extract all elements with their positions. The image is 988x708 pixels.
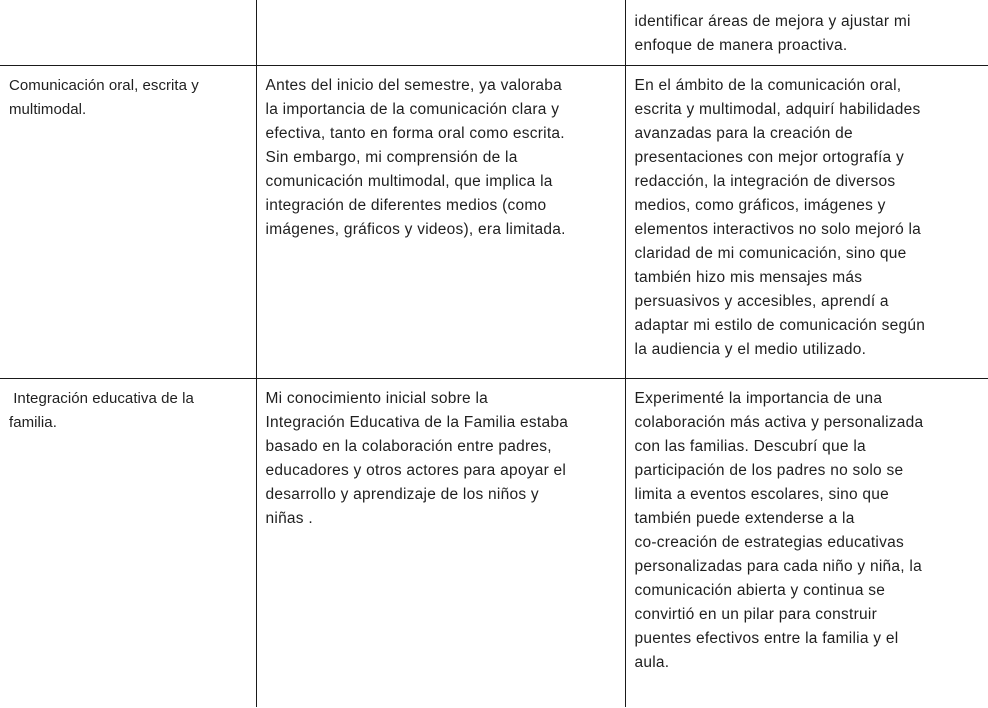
competence-text <box>0 0 256 8</box>
after-cell <box>625 379 988 708</box>
after-cell <box>625 66 988 379</box>
competence-cell <box>0 0 256 66</box>
before-text <box>257 0 625 8</box>
table-row <box>0 66 988 379</box>
competence-text: Integración educativa de la familia. <box>9 390 194 431</box>
before-cell <box>256 66 625 379</box>
after-cell <box>625 0 988 66</box>
before-cell <box>256 379 625 708</box>
before-text: Mi conocimiento inicial sobre la Integración Educativa de la Familia estaba basado en la colaboración entre padres, educadores y otros actores para apoyar el desarrollo y aprendizaje de los niños y niñas . <box>265 390 569 527</box>
after-text: Experimenté la importancia de una colaboración más activa y personalizada con las familias. Descubrí que la participación de los padres no solo se limita a eventos escolares, sino que también puede extenderse a la co-creación de estrategias educativas personalizadas para cada niño y niña, la comunicación abierta y continua se convirtió en un pilar para construir puentes efectivos entre la familia y el aula. <box>634 390 924 671</box>
before-text: Antes del inicio del semestre, ya valoraba la importancia de la comunicación clara y efectiva, tanto en forma oral como escrita. Sin embargo, mi comprensión de la comunicación multimodal, que implica la integración de diferentes medios (como imágenes, gráficos y videos), era limitada. <box>265 77 566 238</box>
competence-cell <box>0 66 256 379</box>
competence-text: Comunicación oral, escrita y multimodal. <box>9 77 199 118</box>
competence-cell <box>0 379 256 708</box>
table-row <box>0 379 988 708</box>
before-cell <box>256 0 625 66</box>
table-row <box>0 0 988 66</box>
after-text: En el ámbito de la comunicación oral, escrita y multimodal, adquirí habilidades avanzadas para la creación de presentaciones con mejor ortografía y redacción, la integración de diversos medios, como gráficos, imágenes y elementos interactivos no solo mejoró la claridad de mi comunicación, sino que también hizo mis mensajes más persuasivos y accesibles, aprendí a adaptar mi estilo de comunicación según la audiencia y el medio utilizado. <box>634 77 926 358</box>
after-text: identificar áreas de mejora y ajustar mi enfoque de manera proactiva. <box>634 13 911 54</box>
